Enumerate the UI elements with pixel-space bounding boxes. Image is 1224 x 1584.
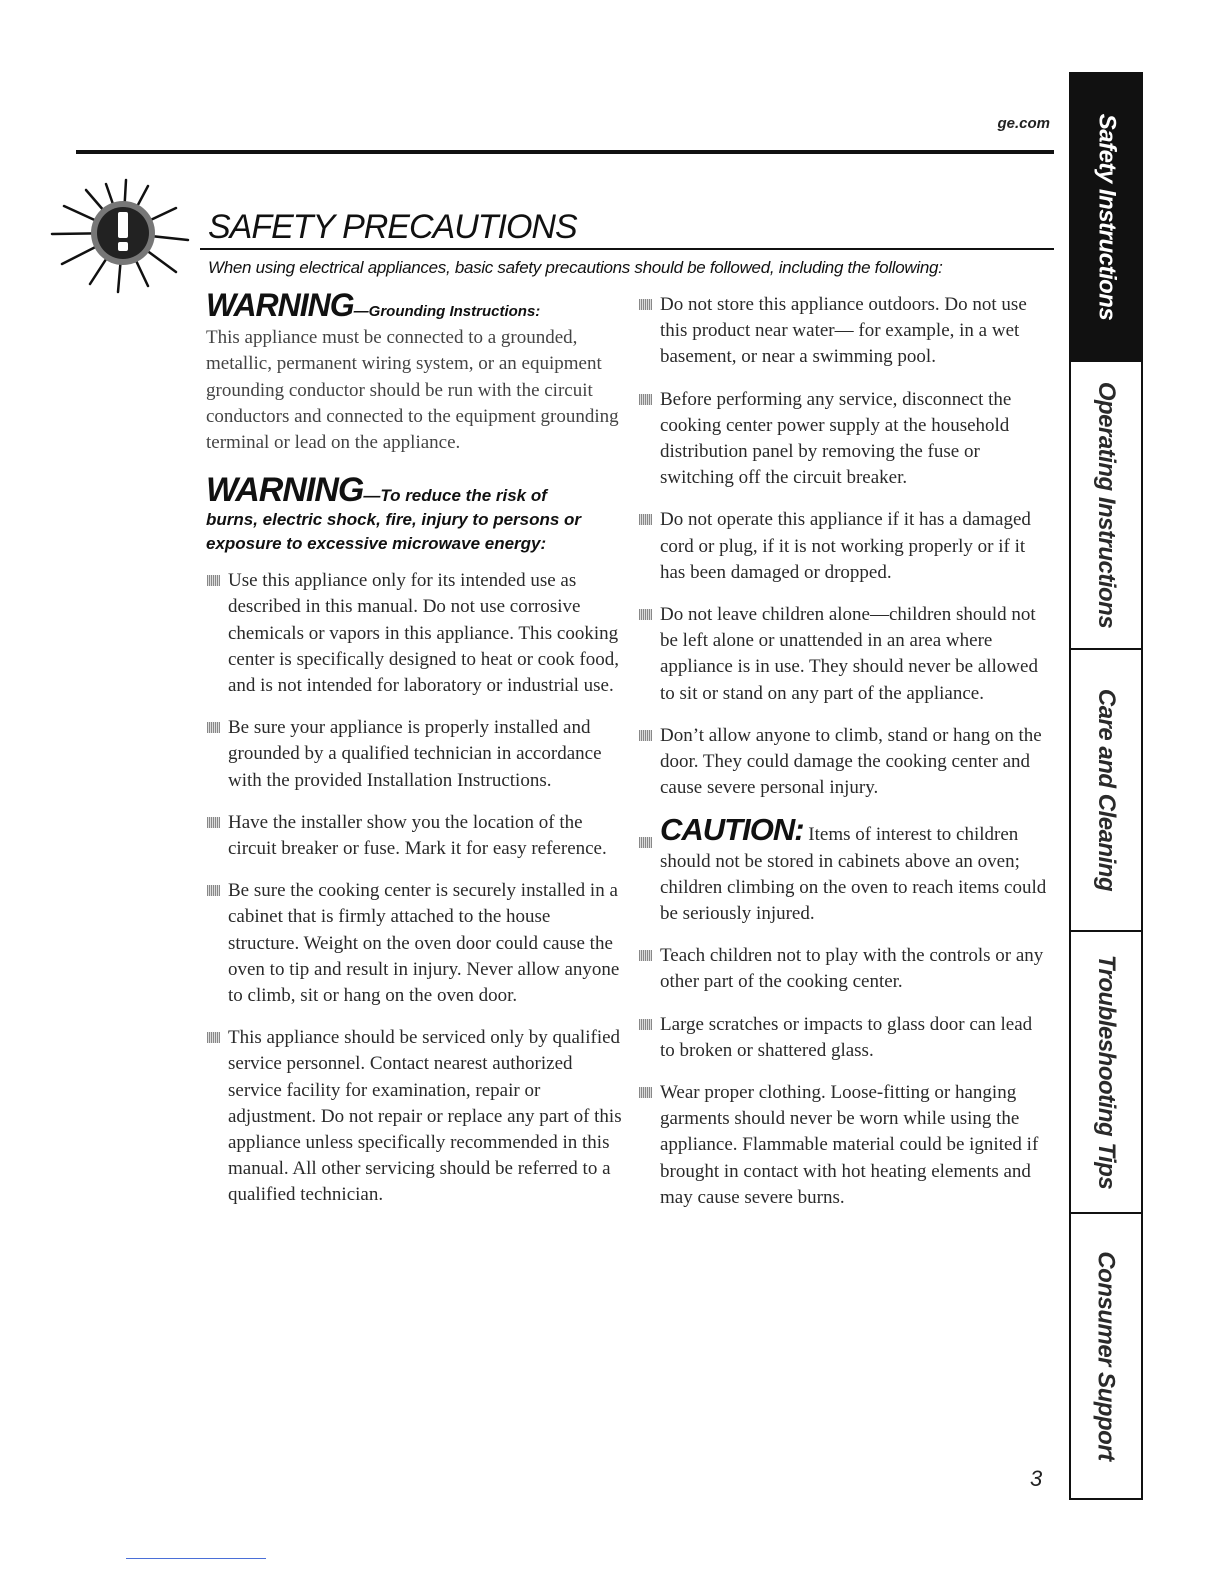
bullet-icon <box>639 609 652 620</box>
tab-operating-instructions[interactable]: Operating Instructions <box>1071 362 1141 650</box>
bullet-icon <box>639 514 652 525</box>
bullet-icon <box>639 950 652 961</box>
section-tabs <box>1069 72 1143 1500</box>
bottom-link-rule <box>126 1558 266 1559</box>
list-item: Large scratches or impacts to glass door can lead to broken or shattered glass. <box>638 1012 1048 1064</box>
grounding-text: This appliance must be connected to a grounded, metallic, permanent wiring system, or an equipment grounding conductor should be run with the circuit conductors and connected to the equipment grounding terminal or lead on the appliance. <box>206 327 619 454</box>
list-item: Don’t allow anyone to climb, stand or hang on the door. They could damage the cooking center and cause severe personal injury. <box>638 723 1048 802</box>
grounding-warning-heading: WARNING—Grounding Instructions: <box>206 287 541 323</box>
bullet-icon <box>207 722 220 733</box>
list-item: Be sure your appliance is properly installed and grounded by a qualified technician in accordance with the provided Installation Instructions. <box>206 715 626 794</box>
list-item: Do not leave children alone—children should not be left alone or unattended in an area where appliance is in use. They should never be allowed to sit or stand on any part of the appliance. <box>638 602 1048 707</box>
caution-label: CAUTION: <box>660 812 804 848</box>
bullet-icon <box>207 817 220 828</box>
bullet-icon <box>207 1032 220 1043</box>
tab-troubleshooting-tips[interactable]: Troubleshooting Tips <box>1071 932 1141 1214</box>
bullet-icon <box>639 730 652 741</box>
list-item: Before performing any service, disconnect the cooking center power supply at the household distribution panel by removing the fuse or switching off the circuit breaker. <box>638 387 1048 492</box>
bullet-icon <box>639 1019 652 1030</box>
list-item: Wear proper clothing. Loose-fitting or hanging garments should never be worn while using the appliance. Flammable material could be ignited if brought in contact with hot heating elements and may cause severe burns. <box>638 1080 1048 1211</box>
list-item: Use this appliance only for its intended use as described in this manual. Do not use corrosive chemicals or vapors in this appliance. This cooking center is specifically designed to heat or cook food, and is not intended for laboratory or industrial use. <box>206 568 626 699</box>
list-item: Be sure the cooking center is securely installed in a cabinet that is firmly attached to the house structure. Weight on the oven door could cause the oven to tip and result in injury. Never allow anyone to climb, sit or hang on the oven door. <box>206 878 626 1009</box>
page-number: 3 <box>1030 1466 1043 1491</box>
header-rule <box>76 150 1054 154</box>
list-item: Teach children not to play with the controls or any other part of the cooking center. <box>638 943 1048 995</box>
bullet-icon <box>639 837 652 848</box>
risk-warning-heading: WARNING—To reduce the risk of burns, electric shock, fire, injury to persons or exposure to excessive microwave energy: <box>206 471 582 554</box>
bullet-icon <box>639 1087 652 1098</box>
title-rule <box>200 248 1054 250</box>
list-item: This appliance should be serviced only by qualified service personnel. Contact nearest authorized service facility for examination, repair or adjustment. Do not repair or replace any part of this appliance unless specifically recommended in this manual. All other servicing should be referred to a qualified technician. <box>206 1025 626 1208</box>
bullet-icon <box>207 885 220 896</box>
bullet-icon <box>207 575 220 586</box>
bullet-icon <box>639 299 652 310</box>
section-title: SAFETY PRECAUTIONS <box>208 208 577 246</box>
list-item: Have the installer show you the location of the circuit breaker or fuse. Mark it for easy reference. <box>206 810 626 862</box>
right-column <box>638 292 1048 1227</box>
site-url: ge.com <box>997 115 1050 132</box>
tab-safety-instructions[interactable]: Safety Instructions <box>1071 74 1141 362</box>
left-column <box>206 287 626 1225</box>
tab-care-and-cleaning[interactable]: Care and Cleaning <box>1071 650 1141 932</box>
bullet-icon <box>639 394 652 405</box>
tab-consumer-support[interactable]: Consumer Support <box>1093 1251 1120 1461</box>
section-subtitle: When using electrical appliances, basic safety precautions should be followed, including the following: <box>208 258 943 277</box>
list-item: Do not operate this appliance if it has a damaged cord or plug, if it is not working properly or if it has been damaged or dropped. <box>638 507 1048 586</box>
caution-item: CAUTION: Items of interest to children should not be stored in cabinets above an oven; children climbing on the oven to reach items could be seriously injured. <box>638 817 1048 927</box>
list-item: Do not store this appliance outdoors. Do not use this product near water— for example, in a wet basement, or near a swimming pool. <box>638 292 1048 371</box>
warning-burst-icon <box>48 178 198 298</box>
